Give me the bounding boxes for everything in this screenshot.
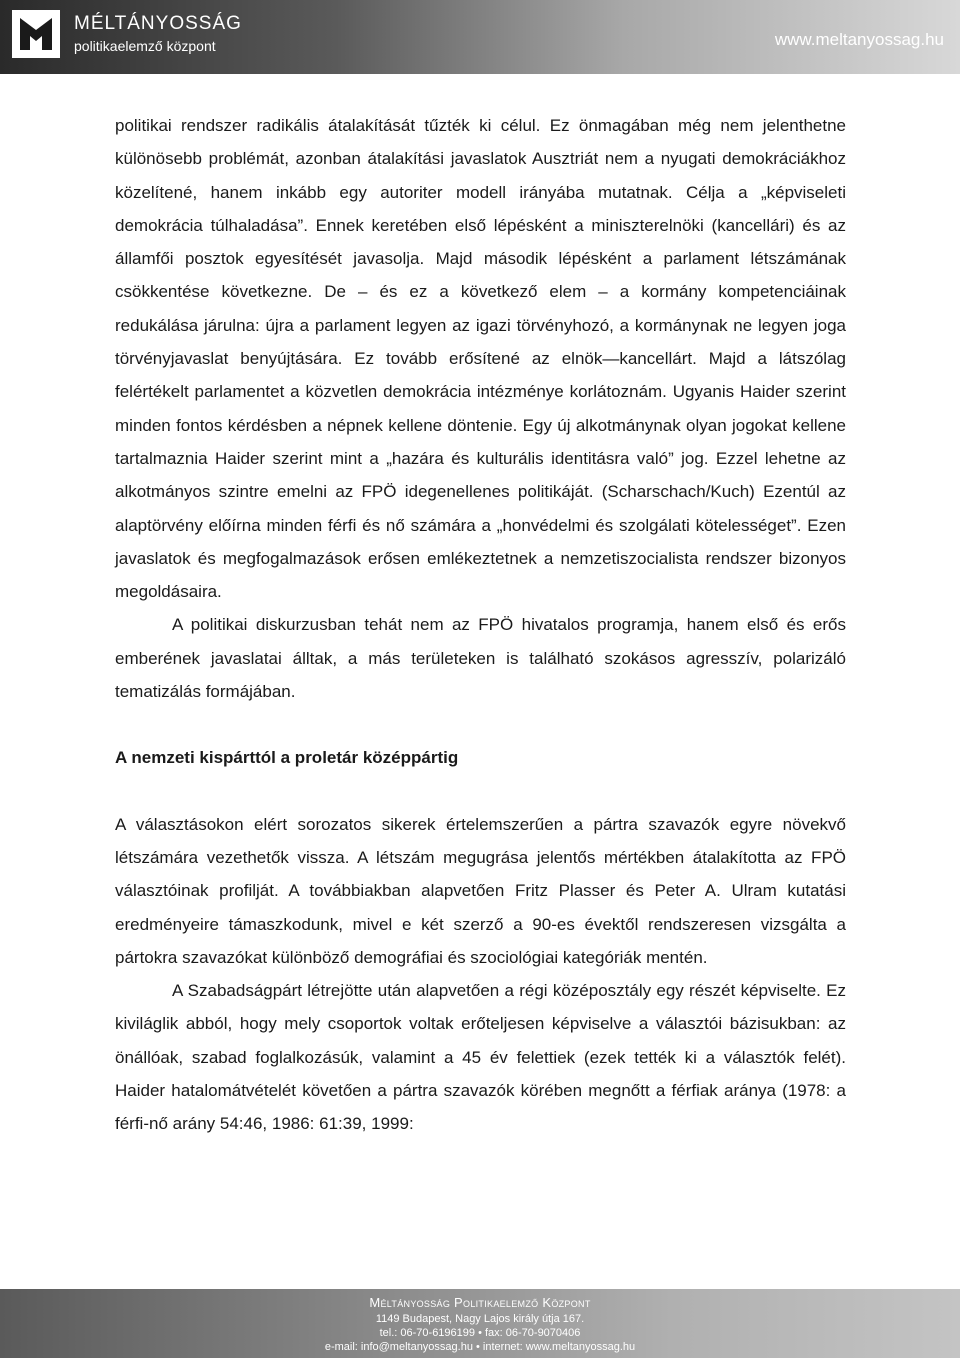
page-header	[0, 0, 960, 74]
section-paragraph-2: A Szabadságpárt létrejötte után alapvetően a régi középosztály egy részét képviselte. Ez kiviláglik abból, hogy mely csoportok voltak erőteljesen képviselve a választói bázisukban: az önállóak, szabad foglalkozásúk, valamint a 45 év felettiek (ezek tették ki a választók felét). Haider hatalomátvételét követően a pártra szavazók körében megnőtt a férfiak aránya (1978: a férfi-nő arány 54:46, 1986: 61:39, 1999:	[115, 981, 846, 1134]
footer-email-web: e-mail: info@meltanyossag.hu • internet: www.meltanyossag.hu	[324, 1341, 636, 1353]
body-paragraph-1: politikai rendszer radikális átalakítását tűzték ki célul. Ez önmagában még nem jelenthetne különösebb problémát, azonban átalakítási javaslatok Ausztriát nem a nyugati demokráciákhoz közelítené, hanem inkább egy autoriter modell irányába mutatnak. Célja a „képviseleti demokrácia túlhaladása”. Ennek keretében első lépésként a miniszterelnöki (kancellári) és az államfői posztok egyesítését javasolja. Majd második lépésként a parlament létszámának csökkentése következne. De – és ez a következő elem – a kormány kompetenciáinak redukálása járulna: újra a parlament legyen az igazi törvényhozó, a kormánynak ne legyen joga törvényjavaslat benyújtására. Ez tovább erősítené az elnök—kancellárt. Majd a látszólag felértékelt parlamentet a közvetlen demokrácia intézménye korlátoznám. Ugyanis Haider szerint minden fontos kérdésben a népnek kellene döntenie. Egy új alkotmánynak olyan jogokat kellene tartalmaznia Haider szerint mint a „hazára és kulturális identitásra való” jog. Ezzel lehetne az alkotmányos szintre emelni az FPÖ idegenellenes politikáját. (Scharschach/Kuch) Ezentúl az alaptörvény előírna minden férfi és nő számára a „honvédelmi és szolgálati kötelességet”. Ezen javaslatok és megfogalmazások erősen emlékeztetnek a nemzetiszocialista rendszer bizonyos megoldásaira.	[115, 116, 846, 602]
body-paragraph-2: A politikai diskurzusban tehát nem az FPÖ hivatalos programja, hanem első és erős emberének javaslatai álltak, a más területeken is található szokásos agresszív, polarizáló tematizálás formájában.	[115, 615, 846, 702]
org-subtitle: politikaelemző központ	[74, 38, 216, 54]
footer-address: 1149 Budapest, Nagy Lajos király útja 167.	[375, 1313, 585, 1325]
meltanyossag-logo-icon	[12, 10, 60, 58]
page-footer	[0, 1289, 960, 1358]
section-heading: A nemzeti kispárttól a proletár középpártig	[115, 748, 459, 768]
footer-org-name: Méltányosság Politikaelemző Központ	[369, 1295, 591, 1310]
section-paragraph-1: A választásokon elért sorozatos sikerek értelemszerűen a pártra szavazók egyre növekvő létszámára vezethetők vissza. A létszám megugrása jelentős mértékben átalakította az FPÖ választóinak profilját. A továbbiakban alapvetően Fritz Plasser és Peter A. Ulram kutatási eredményeire támaszkodunk, mivel e két szerző a 90-es évektől rendszeresen vizsgálta a pártokra szavazókat különböző demográfiai és szociológiai kategóriák mentén.	[115, 814, 846, 967]
website-link[interactable]: www.meltanyossag.hu	[774, 30, 944, 49]
document-body	[115, 109, 846, 1141]
org-name: MÉLTÁNYOSSÁG	[74, 13, 242, 34]
footer-phone-fax: tel.: 06-70-6196199 • fax: 06-70-9070406	[379, 1327, 581, 1339]
